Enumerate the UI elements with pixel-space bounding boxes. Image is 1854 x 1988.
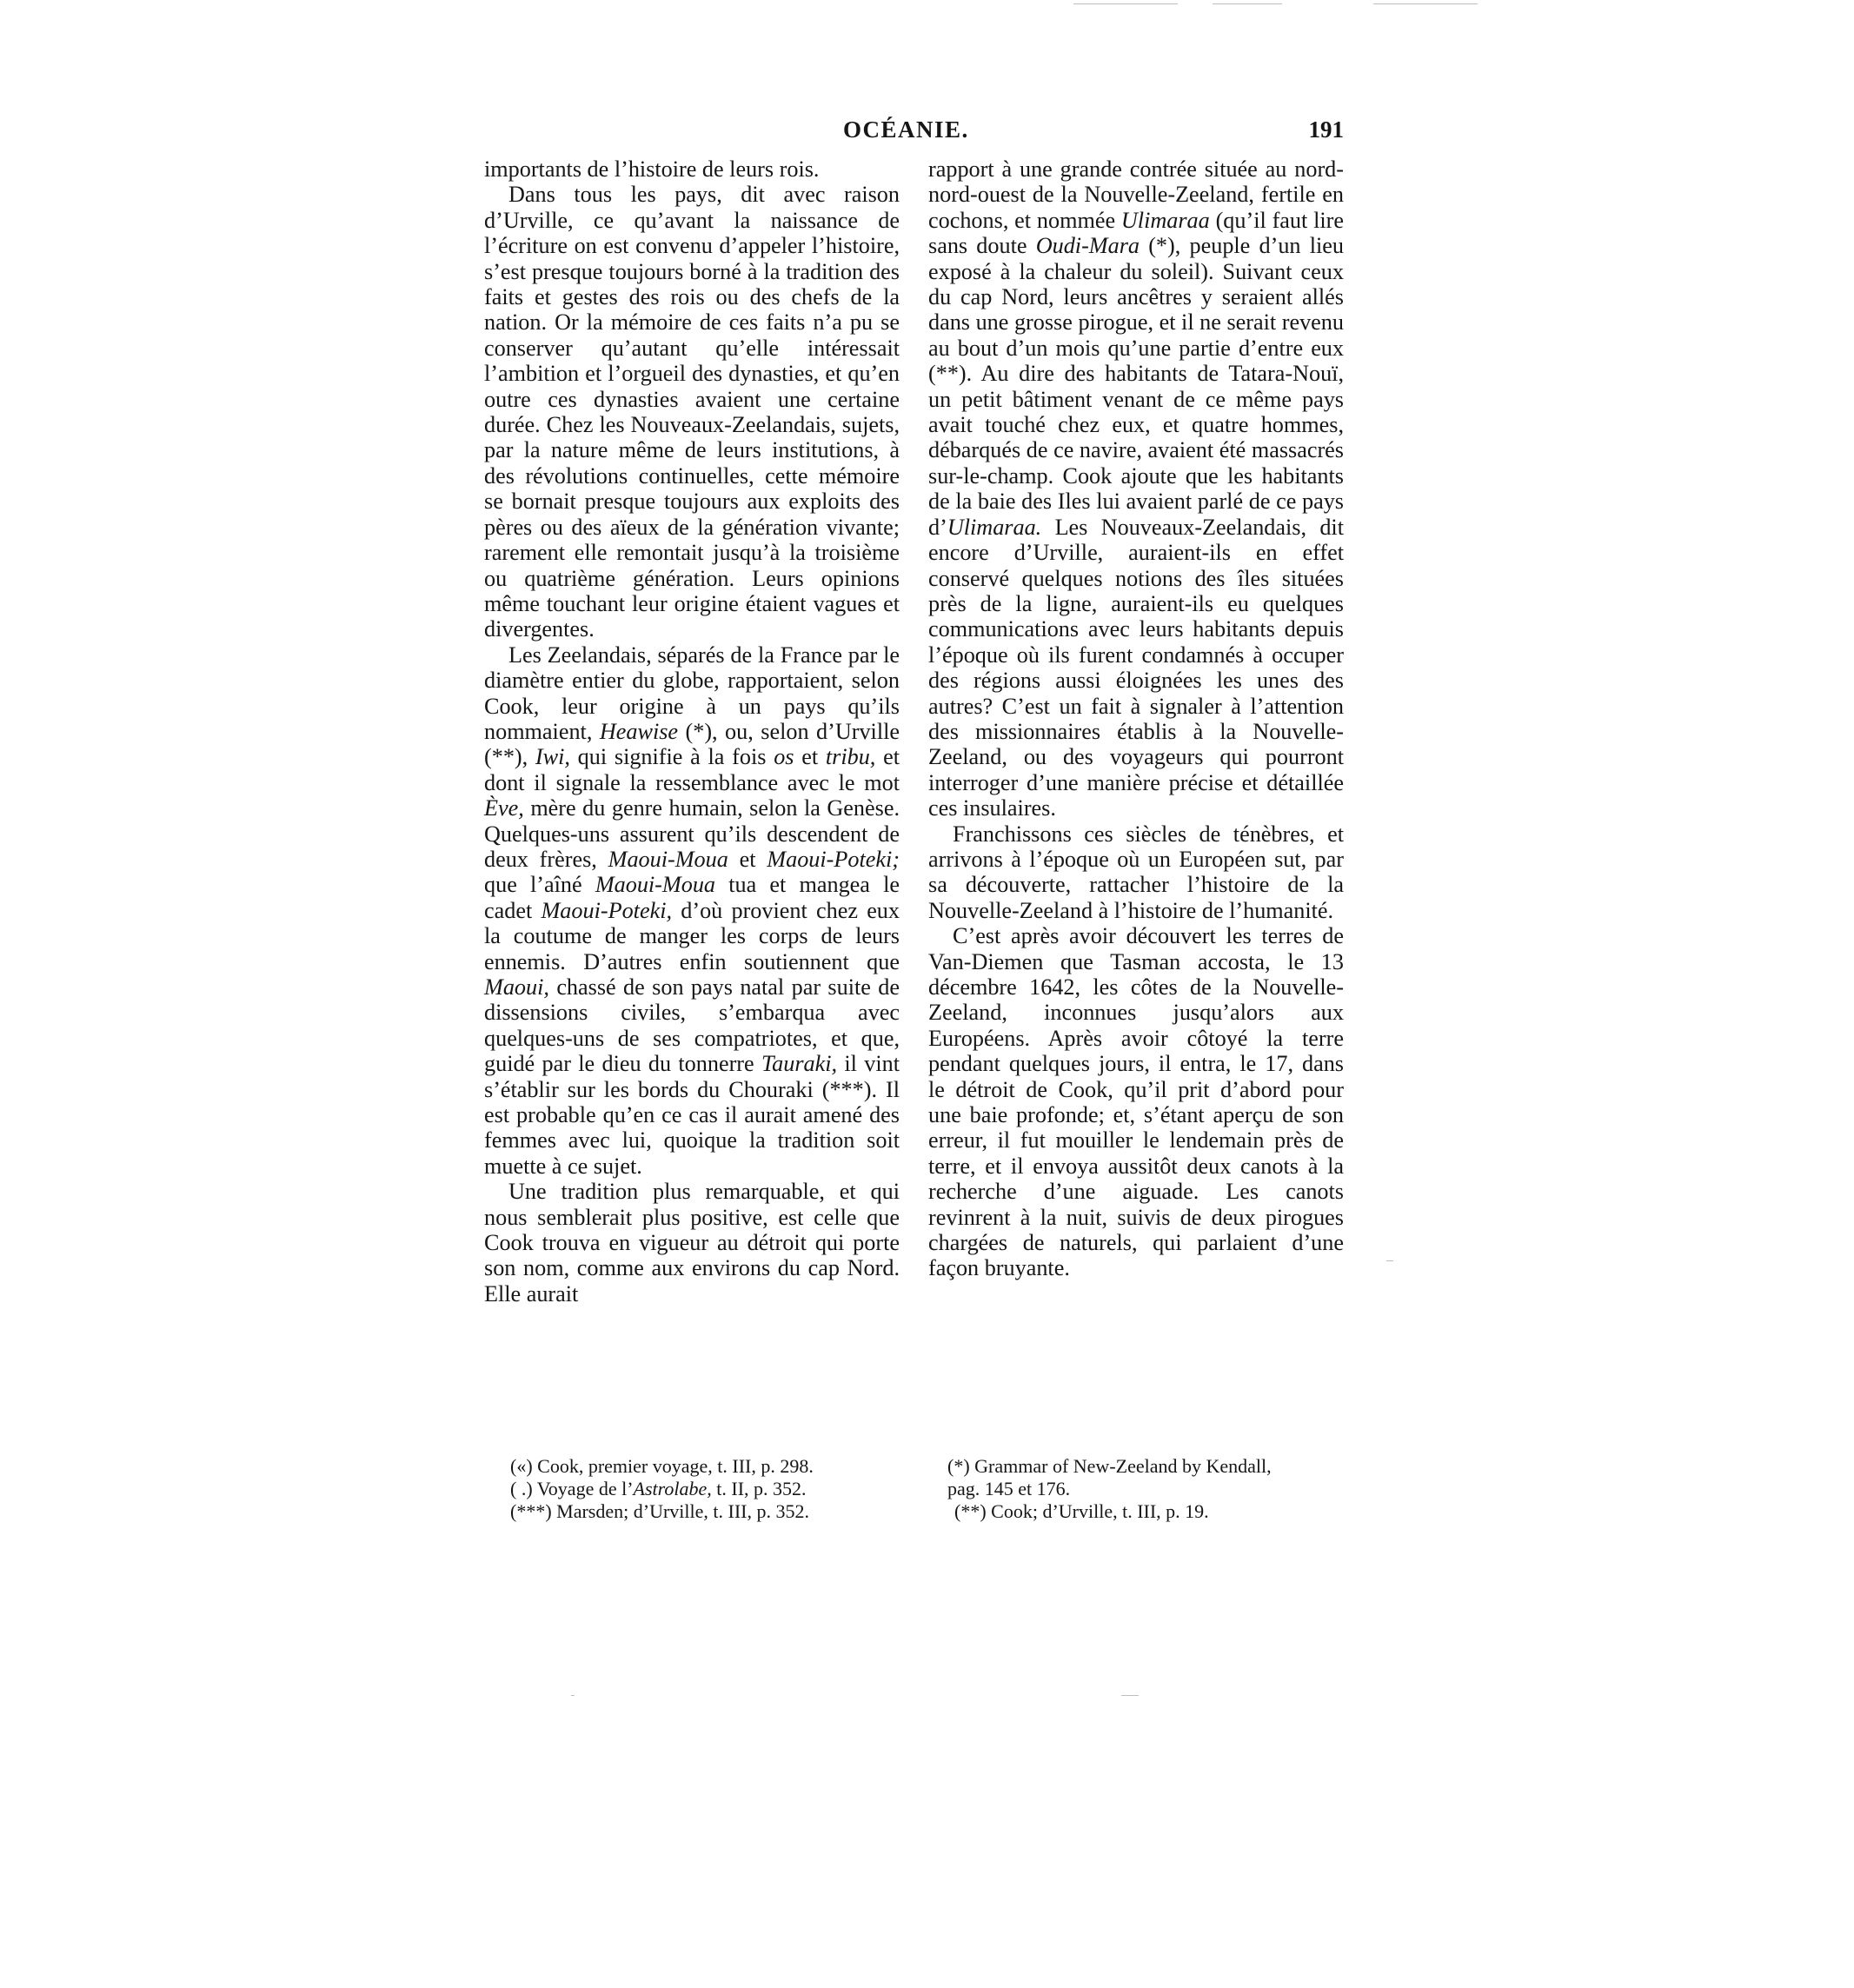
- footnote-continuation: pag. 145 et 176.: [947, 1478, 1071, 1499]
- footnote: ( .) Voyage de l’Astrolabe, t. II, p. 352.: [510, 1478, 807, 1499]
- paragraph: Une tradition plus remarquable, et qui nous semblerait plus positive, est celle que Cook trouva en vigueur au détroit qui porte son nom, comme aux environs du cap Nord. Elle aurait: [484, 1179, 900, 1306]
- paragraph: Les Zeelandais, séparés de la France par le diamètre entier du globe, rapportaient, selon Cook, leur origine à un pays qu’ils nommaient, Heawise (*), ou, selon d’Urville (**), Iwi, qui signifie à la fois os et tribu, et dont il signale la ressemblance avec le mot Ève, mère du genre humain, selon la Genèse. Quelques-uns assurent qu’ils descendent de deux frères, Maoui-Moua et Maoui-Poteki; que l’aîné Maoui-Moua tua et mangea le cadet Maoui-Poteki, d’où provient chez eux la coutume de manger les corps de leurs ennemis. D’autres enfin soutiennent que Maoui, chassé de son pays natal par suite de dissensions civiles, s’embarqua avec quelques-uns de ses compatriotes, et que, guidé par le dieu du tonnerre Tauraki, il vint s’établir sur les bords du Chouraki (***). Il est probable qu’en ce cas il aurait amené des femmes avec lui, quoique la tradition soit muette à ce sujet.: [484, 642, 900, 1179]
- running-title: OCÉANIE.: [843, 116, 969, 143]
- page-header: [487, 116, 1344, 148]
- scan-speck: [1073, 3, 1178, 4]
- paragraph: rapport à une grande contrée située au nord-nord-ouest de la Nouvelle-Zeeland, fertile en cochons, et nommée Ulimaraa (qu’il faut lire sans doute Oudi-Mara (*), peuple d’un lieu exposé à la chaleur du soleil). Suivant ceux du cap Nord, leurs ancêtres y seraient allés dans une grosse pirogue, et il ne serait revenu au bout d’un mois qu’une partie d’entre eux (**). Au dire des habitants de Tatara-Nouï, un petit bâtiment venant de ce même pays avait touché chez eux, et quatre hommes, débarqués de ce navire, avaient été massacrés sur-le-champ. Cook ajoute que les habitants de la baie des Iles lui avaient parlé de ce pays d’Ulimaraa. Les Nouveaux-Zeelandais, dit encore d’Urville, auraient-ils en effet conservé quelques notions des îles situées près de la ligne, auraient-ils eu quelques communications avec leurs habitants depuis l’époque où ils furent condamnés à occuper des régions aussi éloignées les unes des autres? C’est un fait à signaler à l’attention des missionnaires établis à la Nouvelle-Zeeland, ou des voyageurs qui pourront interroger d’une manière précise et détaillée ces insulaires.: [928, 156, 1344, 821]
- paragraph: Dans tous les pays, dit avec raison d’Urville, ce qu’avant la naissance de l’écriture on est convenu d’appeler l’histoire, s’est presque toujours borné à la tradition des faits et gestes des rois ou des chefs de la nation. Or la mémoire de ces faits n’a pu se conserver qu’autant qu’elle intéressait l’ambition et l’orgueil des dynasties, et qu’en outre ces dynasties avaient une certaine durée. Chez les Nouveaux-Zeelandais, sujets, par la nature même de leurs institutions, à des révolutions continuelles, cette mémoire se bornait presque toujours aux exploits des pères ou des aïeux de la génération vivante; rarement elle remontait jusqu’à la troisième ou quatrième génération. Leurs opinions même touchant leur origine étaient vagues et divergentes.: [484, 182, 900, 642]
- paragraph: C’est après avoir découvert les terres de Van-Diemen que Tasman accosta, le 13 décembre 1642, les côtes de la Nouvelle-Zeeland, inconnues jusqu’alors aux Européens. Après avoir côtoyé la terre pendant quelques jours, il entra, le 17, dans le détroit de Cook, qu’il prit d’abord pour une baie profonde; et, s’étant aperçu de son erreur, il fut mouiller le lendemain près de terre, et il envoya aussitôt deux canots à la recherche d’une aiguade. Les canots revinrent à la nuit, suivis de deux pirogues chargées de naturels, qui parlaient d’une façon bruyante.: [928, 923, 1344, 1281]
- scan-speck: [1373, 3, 1478, 4]
- footnote: (**) Cook; d’Urville, t. III, p. 19.: [954, 1500, 1209, 1522]
- footnote: (***) Marsden; d’Urville, t. III, p. 352.: [510, 1500, 809, 1522]
- footnote: (*) Grammar of New-Zeeland by Kendall,: [947, 1455, 1272, 1477]
- paragraph: importants de l’histoire de leurs rois.: [484, 156, 820, 182]
- footnotes-right: [947, 1455, 1363, 1523]
- scan-speck: [1386, 1260, 1393, 1261]
- left-column: [484, 156, 900, 1306]
- footnotes-left: [510, 1455, 926, 1523]
- right-column: [928, 156, 1344, 1281]
- paragraph: Franchissons ces siècles de ténèbres, et arrivons à l’époque où un Européen sut, par sa découverte, rattacher l’histoire de la Nouvelle-Zeeland à l’histoire de l’humanité.: [928, 821, 1344, 923]
- scan-speck: [1213, 3, 1282, 4]
- footnote: («) Cook, premier voyage, t. III, p. 298.: [510, 1455, 814, 1477]
- scan-speck: [1121, 1695, 1139, 1696]
- page-number: 191: [1308, 116, 1344, 143]
- scan-speck: [571, 1695, 575, 1696]
